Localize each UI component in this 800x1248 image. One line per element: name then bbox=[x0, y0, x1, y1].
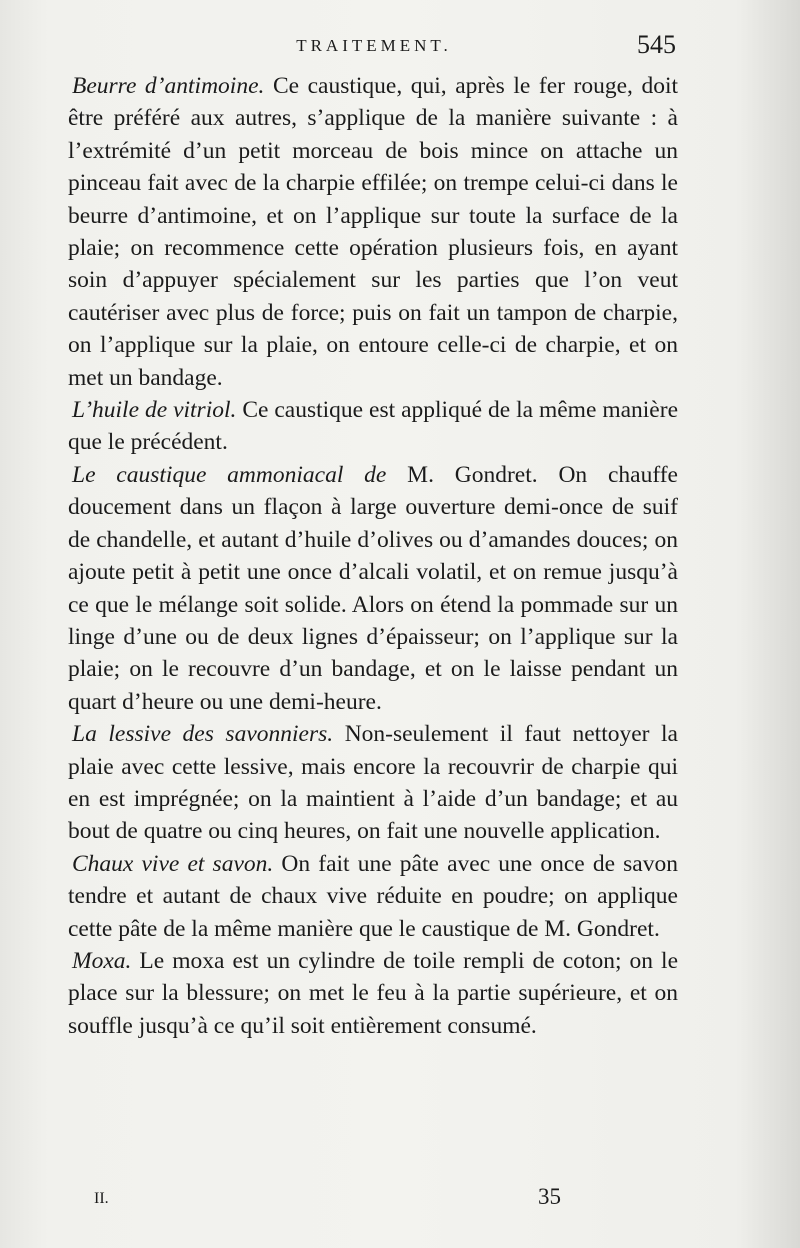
paragraph-chaux-savon bbox=[68, 848, 678, 945]
paragraph-lead: Le caustique ammoniacal de bbox=[72, 461, 387, 488]
paragraph-text: On fait une pâte avec une once de savon tendre et autant de chaux vive réduite en poudre; on applique cette pâte de la même manière que le caustique de M. Gondret. bbox=[68, 850, 678, 942]
paragraph-text: Non-seulement il faut nettoyer la plaie avec cette lessive, mais encore la recouvrir de charpie qui en est imprégnée; on la maintient à l’aide d’un bandage; et au bout de quatre ou cinq heures, on fait une nouvelle application. bbox=[68, 721, 678, 845]
paragraph-beurre-antimoine bbox=[68, 70, 678, 394]
paragraph-text: Ce caustique est appliqué de la même manière que le précédent. bbox=[68, 397, 678, 456]
paragraph-text: Ce caustique, qui, après le fer rouge, doit être préféré aux autres, s’applique de la manière suivante : à l’extrémité d’un petit morceau de bois mince on attache un pinceau fait avec de la charpie effilée; on trempe celui-ci dans le beurre d’antimoine, et on l’applique sur toute la surface de la plaie; on recommence cette opération plusieurs fois, en ayant soin d’appuyer spécialement sur les parties que l’on veut cautériser avec plus de force; puis on fait un tampon de charpie, on l’applique sur la plaie, on entoure celle-ci de charpie, et on met un bandage. bbox=[68, 73, 678, 391]
paragraph-huile-vitriol bbox=[68, 394, 678, 459]
signature-mark: II. bbox=[94, 1190, 109, 1207]
sheet-number: 35 bbox=[538, 1184, 561, 1209]
paragraph-text: M. Gondret. On chauffe doucement dans un flaçon à large ouverture demi-once de suif de chandelle, et autant d’huile d’olives ou d’amandes douces; on ajoute petit à petit une once d’alcali volatil, et on remue jusqu’à ce que le mélange soit solide. Alors on étend la pommade sur un linge d’une ou de deux lignes d’épaisseur; on l’applique sur la plaie; on le recouvre d’un bandage, et on le laisse pendant un quart d’heure ou une demi-heure. bbox=[68, 461, 678, 715]
paragraph-lead: Beurre d’antimoine. bbox=[72, 73, 265, 99]
running-title: TRAITEMENT. bbox=[296, 36, 452, 55]
paragraph-caustique-ammoniacal bbox=[68, 459, 678, 718]
paragraph-lead: L’huile de vitriol. bbox=[72, 397, 237, 424]
paragraph-lead: Chaux vive et savon. bbox=[72, 850, 274, 877]
page-footer bbox=[68, 1186, 680, 1216]
paragraph-lead: Moxa. bbox=[72, 947, 132, 974]
paragraph-text: Le moxa est un cylindre de toile rempli de coton; on le place sur la blessure; on met le feu à la partie supérieure, et on souffle jusqu’à ce qu’il soit entièrement consumé. bbox=[68, 947, 678, 1039]
paragraph-moxa bbox=[68, 945, 678, 1042]
paragraph-lead: La lessive des savonniers. bbox=[72, 721, 334, 748]
page-number: 545 bbox=[637, 30, 676, 59]
page-header bbox=[68, 32, 680, 64]
page-body bbox=[68, 70, 678, 1042]
paragraph-lessive-savonniers bbox=[68, 718, 678, 848]
